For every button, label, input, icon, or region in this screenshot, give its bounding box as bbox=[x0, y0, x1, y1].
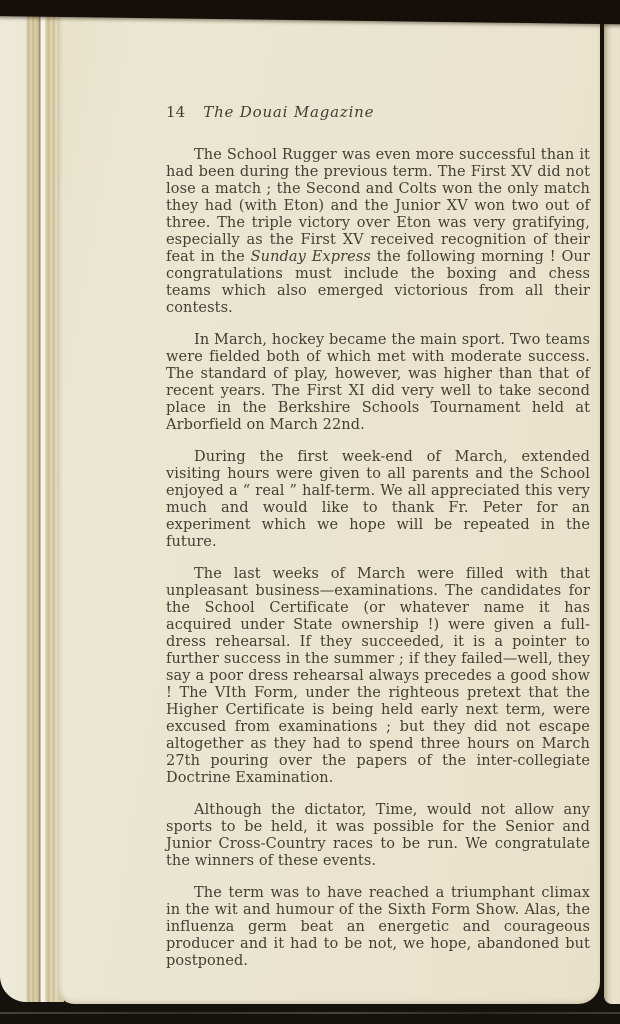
paragraph-hockey: In March, hockey became the main sport. Two teams were fielded both of which met with moderate success. The standard of play, however, was higher than that of recent years. The First XI did very well to take second place in the Berkshire Schools Tournament held at Arborfield on March 22nd. bbox=[166, 332, 590, 433]
newspaper-name: Sunday Express bbox=[250, 249, 371, 265]
page-stack-edge bbox=[0, 10, 64, 1002]
paragraph-rugger-text: The School Rugger was even more successful than it had been during the previous term. The First XV did not lose a match ; the Second and Colts won the only match they had (with Eton) and the Junior XV won two out of three. The triple victory over Eton was very gratifying, especially as the First XV received recognition of their feat in the bbox=[166, 147, 590, 265]
book-cover-bottom-highlight bbox=[0, 1012, 620, 1014]
paragraph-half-term: During the first week-end of March, extended visiting hours were given to all parents and the School enjoyed a “ real ” half-term. We all appreciated this very much and would like to thank Fr. Peter for an experiment which we hope will be repeated in the future. bbox=[166, 449, 590, 550]
facing-page-edge bbox=[604, 22, 620, 1004]
book-page bbox=[58, 12, 600, 1004]
page-number: 14 bbox=[166, 103, 186, 121]
paragraph-examinations: The last weeks of March were filled with that unpleasant business—examinations. The candidates for the School Certificate (or whatever name it has acquired under State ownership !) were given a full-dress rehearsal. If they succeeded, it is a pointer to further success in the summer ; if they failed—well, they say a poor dress rehearsal always precedes a good show ! The VIth Form, under the righteous pretext that the Higher Certificate is being held early next term, were excused from examinations ; but they did not escape altogether as they had to spend three hours on March 27th pouring over the papers of the inter-collegiate Doctrine Examination. bbox=[166, 566, 590, 786]
paragraph-sixth-form-show: The term was to have reached a triumphant climax in the wit and humour of the Sixth Form Show. Alas, the influenza germ beat an energetic and courageous producer and it had to be not, we hope, abandoned but postponed. bbox=[166, 885, 590, 969]
paragraph-rugger bbox=[166, 147, 590, 317]
paragraph-cross-country: Although the dictator, Time, would not allow any sports to be held, it was possible for the Senior and Junior Cross-Country races to be run. We congratulate the winners of these events. bbox=[166, 802, 590, 869]
paragraph-rugger-text-end: the following morning ! Our congratulations must include the boxing and chess teams which also emerged victorious from all their contests. bbox=[166, 249, 591, 316]
text-column bbox=[166, 104, 590, 985]
page-header bbox=[166, 104, 590, 121]
magazine-title: The Douai Magazine bbox=[203, 103, 375, 121]
